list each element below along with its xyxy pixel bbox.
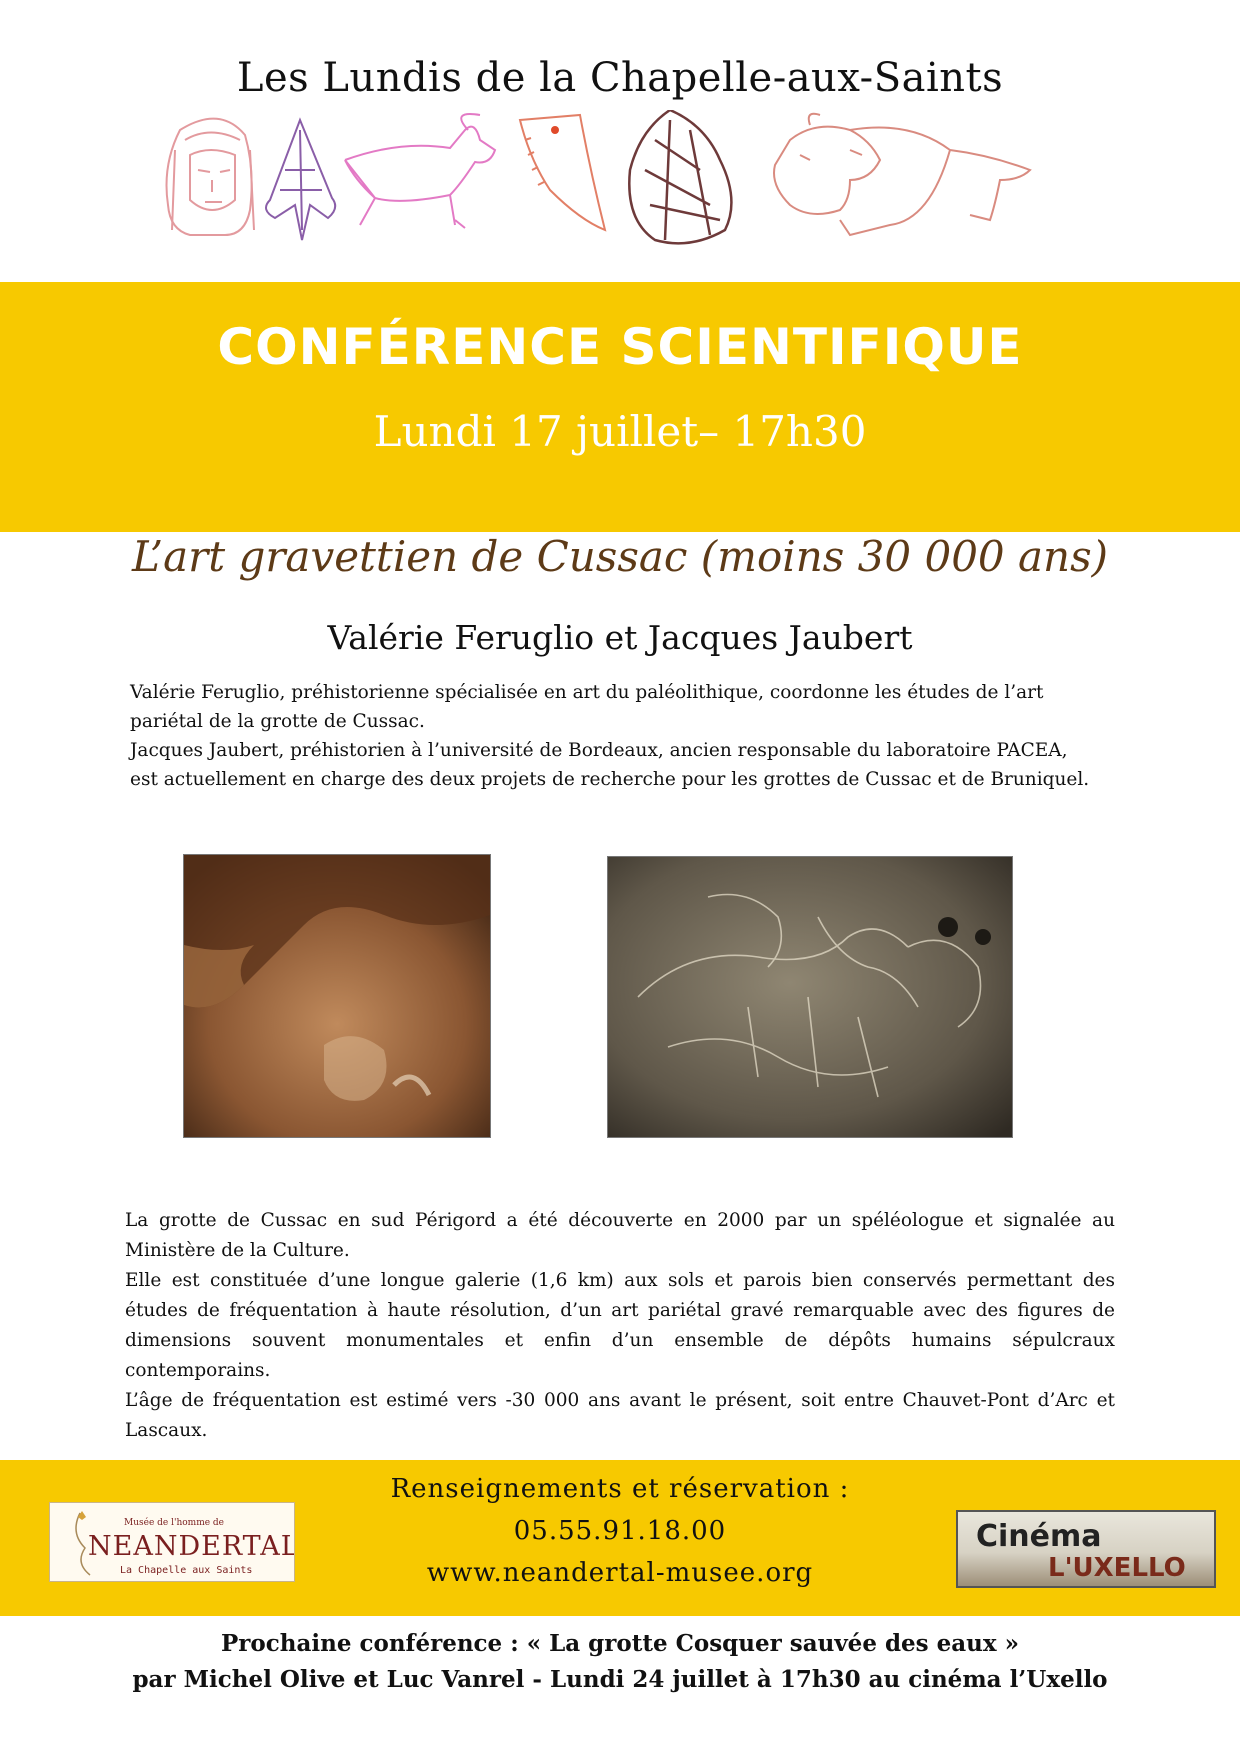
conference-date: Lundi 17 juillet– 17h30 [373,407,867,456]
svg-text:L'UXELLO: L'UXELLO [1048,1553,1186,1583]
next-conference-title: Prochaine conférence : « La grotte Cosquer sauvée des eaux » [221,1630,1019,1657]
svg-text:Musée de l'homme de: Musée de l'homme de [124,1518,225,1528]
conference-banner [0,282,1240,532]
speakers: Valérie Feruglio et Jacques Jaubert [327,618,913,657]
neandertal-museum-logo [49,1502,295,1582]
arrowhead-icon [266,120,335,240]
website-link[interactable]: www.neandertal-musee.org [426,1558,814,1588]
cave-description [125,1206,1115,1446]
cinema-uxello-logo [956,1510,1216,1588]
venus-face-icon [167,119,255,235]
info-heading: Renseignements et réservation : [390,1474,850,1504]
horn-tooth-icon [520,115,605,230]
bison-icon [774,114,1030,235]
phone-number[interactable]: 05.55.91.18.00 [513,1516,727,1546]
page-title: Les Lundis de la Chapelle-aux-Saints [236,55,1004,101]
conference-heading: CONFÉRENCE SCIENTIFIQUE [217,318,1023,376]
cave-floor-photo [183,854,491,1138]
handaxe-icon [629,110,731,243]
description-paragraph: L’âge de fréquentation est estimé vers -30 000 ans avant le présent, soit entre Chauvet-Pont d’Arc et Lascaux. [125,1390,1115,1441]
engraving-photo [607,856,1013,1138]
svg-text:NEANDERTAL: NEANDERTAL [88,1531,294,1562]
prehistoric-doodles [150,110,1090,280]
next-conference-details: par Michel Olive et Luc Vanrel - Lundi 24 juillet à 17h30 au cinéma l’Uxello [132,1666,1108,1693]
bio-paragraph: Jacques Jaubert, préhistorien à l’université de Bordeaux, ancien responsable du laboratoire PACEA, est actuellement en charge des deux projets de recherche pour les grottes de Cussac et de Bruniquel. [130,740,1090,790]
svg-text:Cinéma: Cinéma [976,1519,1102,1554]
description-paragraph: Elle est constituée d’une longue galerie (1,6 km) aux sols et parois bien conservés permettant des études de fréquentation à haute résolution, d’un art pariétal gravé remarquable avec des figures de dimensions souvent monumentales et enfin d’un ensemble de dépôts humains sépulcraux contemporains. [125,1270,1115,1381]
description-paragraph: La grotte de Cussac en sud Périgord a été découverte en 2000 par un spéléologue et signalée au Ministère de la Culture. [125,1210,1115,1261]
ibex-icon [345,114,495,228]
info-banner [0,1460,1240,1616]
bio-paragraph: Valérie Feruglio, préhistorienne spécialisée en art du paléolithique, coordonne les études de l’art pariétal de la grotte de Cussac. [130,682,1044,732]
speaker-bio [130,678,1100,794]
svg-text:La Chapelle aux Saints: La Chapelle aux Saints [120,1565,253,1576]
talk-title: L’art gravettien de Cussac (moins 30 000 ans) [131,532,1109,581]
